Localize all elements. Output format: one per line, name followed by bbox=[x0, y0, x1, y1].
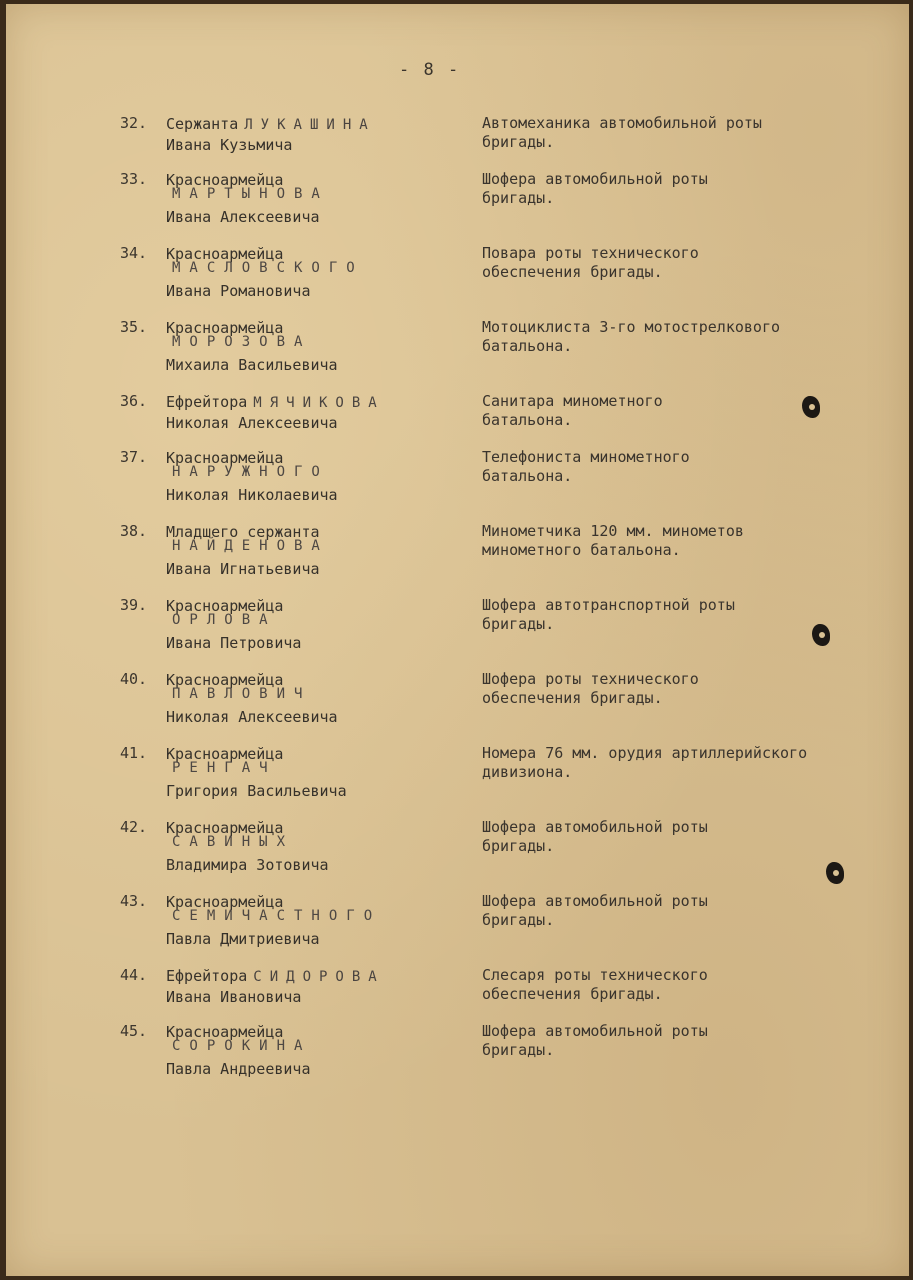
entry-surname: НАЙДЕНОВА bbox=[172, 538, 329, 554]
ink-blot bbox=[812, 624, 830, 646]
list-item bbox=[6, 244, 909, 314]
entry-surname: НАРУЖНОГО bbox=[172, 464, 329, 480]
list-item bbox=[6, 1022, 909, 1092]
entry-number: 38. bbox=[120, 522, 148, 540]
entry-rank: Красноармейца bbox=[166, 171, 284, 189]
entry-unit: Минометчика 120 мм. минометов минометного батальона. bbox=[482, 522, 744, 559]
list-item bbox=[6, 892, 909, 962]
entry-given-name: Ивана Кузьмича bbox=[166, 136, 293, 154]
entry-surname: СЕМИЧАСТНОГО bbox=[172, 908, 382, 924]
entry-given-name: Владимира Зотовича bbox=[166, 856, 329, 874]
entry-unit: Шофера автомобильной роты бригады. bbox=[482, 170, 708, 207]
entry-given-name: Григория Васильевича bbox=[166, 782, 347, 800]
entry-unit: Телефониста минометного батальона. bbox=[482, 448, 690, 485]
entry-surname: ПАВЛОВИЧ bbox=[172, 686, 312, 702]
entry-unit: Шофера автомобильной роты бригады. bbox=[482, 1022, 708, 1059]
entry-unit: Автомеханика автомобильной роты бригады. bbox=[482, 114, 762, 151]
list-item bbox=[6, 818, 909, 888]
entry-rank: Красноармейца bbox=[166, 319, 284, 337]
entry-rank: Красноармейца bbox=[166, 1023, 284, 1041]
entry-unit: Повара роты технического обеспечения бригады. bbox=[482, 244, 699, 281]
list-item bbox=[6, 170, 909, 240]
entry-given-name: Николая Николаевича bbox=[166, 486, 338, 504]
entry-number: 36. bbox=[120, 392, 148, 410]
entry-surname: ОРЛОВА bbox=[172, 612, 277, 628]
entry-rank: Красноармейца bbox=[166, 449, 284, 467]
entry-number: 37. bbox=[120, 448, 148, 466]
entry-surname: ЛУКАШИНА bbox=[244, 117, 376, 133]
entry-rank: Красноармейца bbox=[166, 597, 284, 615]
entry-rank: Красноармейца bbox=[166, 819, 284, 837]
entry-given-name: Николая Алексеевича bbox=[166, 708, 338, 726]
entry-number: 45. bbox=[120, 1022, 148, 1040]
entry-number: 44. bbox=[120, 966, 148, 984]
entry-rank: Красноармейца bbox=[166, 671, 284, 689]
entry-number: 39. bbox=[120, 596, 148, 614]
entry-given-name: Ивана Ивановича bbox=[166, 988, 302, 1006]
list-item bbox=[6, 318, 909, 388]
entry-given-name: Ивана Игнатьевича bbox=[166, 560, 320, 578]
entry-given-name: Ивана Романовича bbox=[166, 282, 311, 300]
list-item bbox=[6, 448, 909, 518]
entry-rank: Красноармейца bbox=[166, 893, 284, 911]
entry-rank: Сержанта bbox=[166, 115, 239, 133]
entry-unit: Шофера автомобильной роты бригады. bbox=[482, 818, 708, 855]
entry-unit: Санитара минометного батальона. bbox=[482, 392, 663, 429]
document-page bbox=[6, 4, 909, 1276]
entry-unit: Слесаря роты технического обеспечения бригады. bbox=[482, 966, 708, 1003]
list-item bbox=[6, 522, 909, 592]
entry-unit: Шофера автомобильной роты бригады. bbox=[482, 892, 708, 929]
entry-number: 42. bbox=[120, 818, 148, 836]
entry-given-name: Николая Алексеевича bbox=[166, 414, 338, 432]
ink-blot bbox=[826, 862, 844, 884]
entry-surname: РЕНГАЧ bbox=[172, 760, 277, 776]
entry-number: 35. bbox=[120, 318, 148, 336]
entry-surname: МАРТЫНОВА bbox=[172, 186, 329, 202]
page-number: - 8 - bbox=[399, 60, 461, 80]
list-item bbox=[6, 596, 909, 666]
entry-surname: СИДОРОВА bbox=[253, 969, 385, 985]
entry-given-name: Ивана Петровича bbox=[166, 634, 302, 652]
entry-rank: Красноармейца bbox=[166, 745, 284, 763]
entry-surname: МОРОЗОВА bbox=[172, 334, 312, 350]
entry-number: 34. bbox=[120, 244, 148, 262]
ink-blot bbox=[802, 396, 820, 418]
entry-surname: МЯЧИКОВА bbox=[253, 395, 385, 411]
entry-surname: САВИНЫХ bbox=[172, 834, 295, 850]
entry-unit: Шофера роты технического обеспечения бригады. bbox=[482, 670, 699, 707]
entry-number: 43. bbox=[120, 892, 148, 910]
entry-given-name: Ивана Алексеевича bbox=[166, 208, 320, 226]
entry-surname: СОРОКИНА bbox=[172, 1038, 312, 1054]
entry-given-name: Павла Дмитриевича bbox=[166, 930, 320, 948]
list-item bbox=[6, 744, 909, 814]
entry-rank: Младшего сержанта bbox=[166, 523, 320, 541]
entry-given-name: Михаила Васильевича bbox=[166, 356, 338, 374]
entry-number: 40. bbox=[120, 670, 148, 688]
entry-rank: Ефрейтора bbox=[166, 967, 248, 985]
entry-unit: Номера 76 мм. орудия артиллерийского дивизиона. bbox=[482, 744, 808, 781]
entry-number: 41. bbox=[120, 744, 148, 762]
entry-surname: МАСЛОВСКОГО bbox=[172, 260, 364, 276]
list-item bbox=[6, 670, 909, 740]
entry-unit: Шофера автотранспортной роты бригады. bbox=[482, 596, 735, 633]
entry-number: 32. bbox=[120, 114, 148, 132]
entry-rank: Красноармейца bbox=[166, 245, 284, 263]
entry-rank: Ефрейтора bbox=[166, 393, 248, 411]
entry-given-name: Павла Андреевича bbox=[166, 1060, 311, 1078]
entry-unit: Мотоциклиста 3-го мотострелкового батальона. bbox=[482, 318, 781, 355]
entry-number: 33. bbox=[120, 170, 148, 188]
